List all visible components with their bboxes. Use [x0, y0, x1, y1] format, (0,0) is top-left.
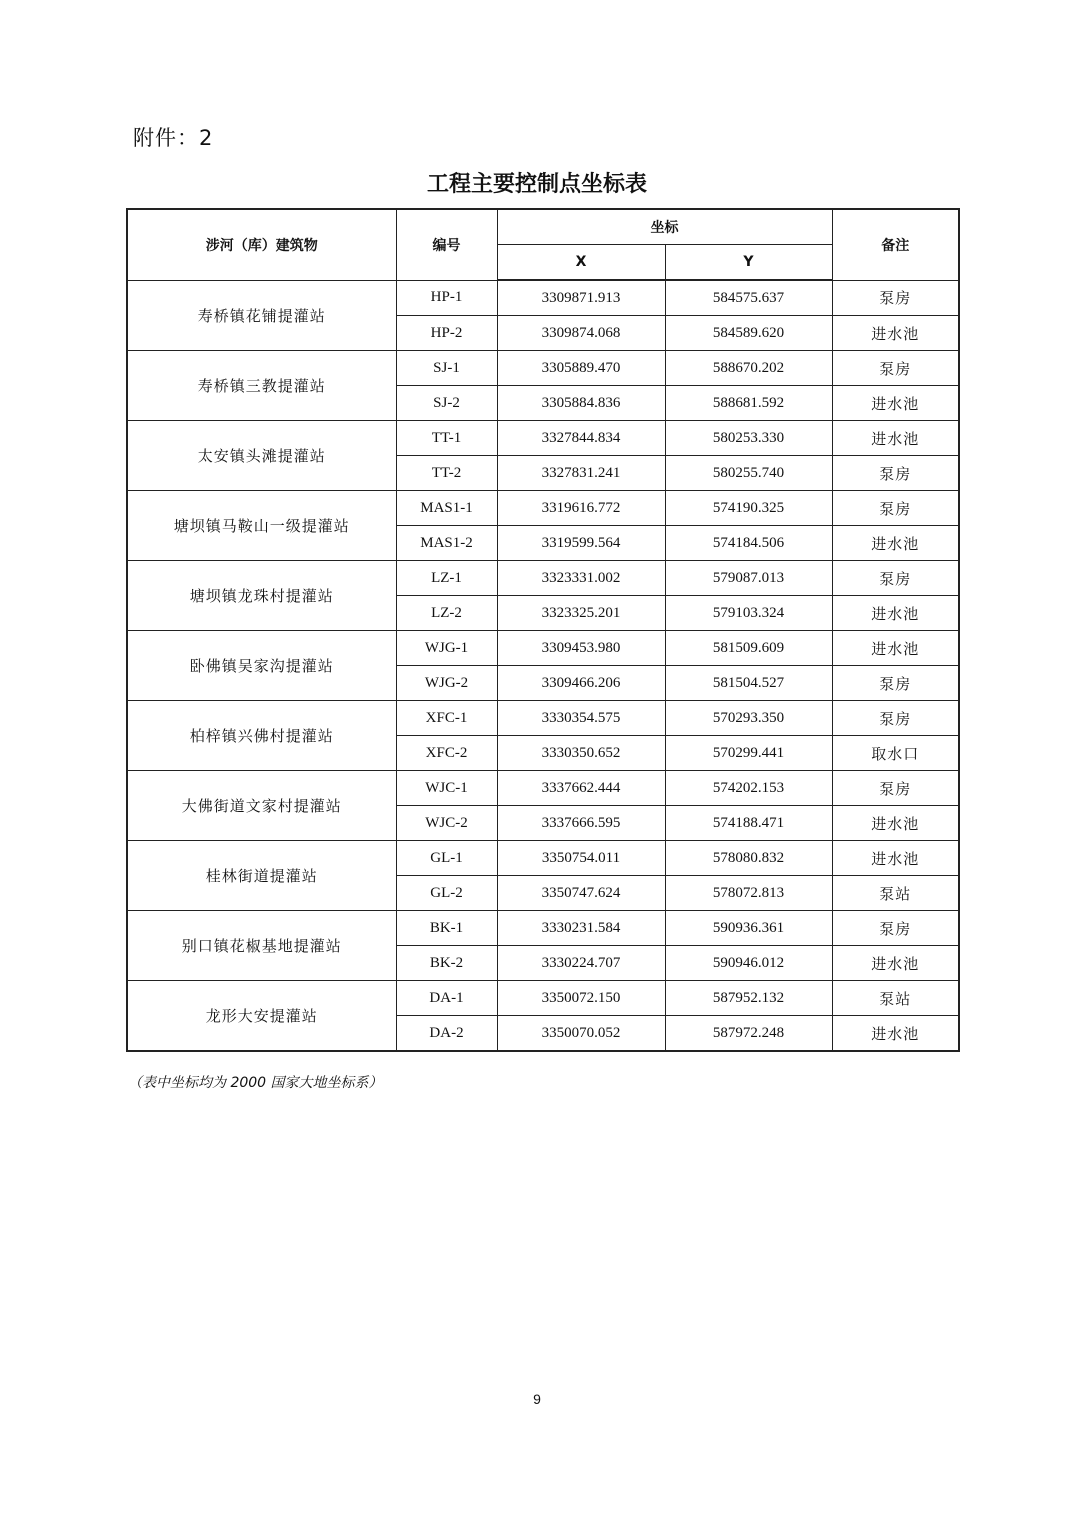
remark: 泵房 [832, 280, 959, 316]
point-code: DA-2 [396, 1016, 497, 1052]
coord-y: 574188.471 [665, 806, 832, 841]
coord-y: 579087.013 [665, 561, 832, 596]
point-code: MAS1-1 [396, 491, 497, 526]
coord-y: 584575.637 [665, 280, 832, 316]
point-code: BK-1 [396, 911, 497, 946]
coord-x: 3327844.834 [497, 421, 665, 456]
point-code: WJC-2 [396, 806, 497, 841]
header-remark: 备注 [832, 209, 959, 280]
station-name: 别口镇花椒基地提灌站 [127, 911, 396, 981]
station-name: 寿桥镇三教提灌站 [127, 351, 396, 421]
coord-y: 570293.350 [665, 701, 832, 736]
point-code: WJG-1 [396, 631, 497, 666]
table-row [127, 351, 959, 386]
table-header [127, 209, 959, 280]
coord-x: 3327831.241 [497, 456, 665, 491]
coord-y: 579103.324 [665, 596, 832, 631]
coord-x: 3330354.575 [497, 701, 665, 736]
header-y: Y [665, 245, 832, 281]
coord-x: 3350070.052 [497, 1016, 665, 1052]
remark: 泵房 [832, 771, 959, 806]
coord-y: 588681.592 [665, 386, 832, 421]
header-code: 编号 [396, 209, 497, 280]
point-code: WJG-2 [396, 666, 497, 701]
coord-y: 574190.325 [665, 491, 832, 526]
point-code: TT-2 [396, 456, 497, 491]
page-number: 9 [533, 1391, 541, 1407]
coord-x: 3350754.011 [497, 841, 665, 876]
point-code: HP-2 [396, 316, 497, 351]
point-code: WJC-1 [396, 771, 497, 806]
remark: 泵房 [832, 561, 959, 596]
remark: 泵房 [832, 491, 959, 526]
point-code: GL-2 [396, 876, 497, 911]
coord-x: 3319616.772 [497, 491, 665, 526]
table-row [127, 701, 959, 736]
table-note: （表中坐标均为 2000 国家大地坐标系） [128, 1075, 383, 1091]
coord-y: 587972.248 [665, 1016, 832, 1052]
attachment-label: 附件：2 [133, 126, 214, 150]
remark: 进水池 [832, 421, 959, 456]
coord-y: 581504.527 [665, 666, 832, 701]
remark: 泵房 [832, 666, 959, 701]
coord-x: 3330231.584 [497, 911, 665, 946]
point-code: BK-2 [396, 946, 497, 981]
coord-y: 590946.012 [665, 946, 832, 981]
remark: 泵房 [832, 351, 959, 386]
remark: 泵站 [832, 981, 959, 1016]
point-code: TT-1 [396, 421, 497, 456]
coord-y: 587952.132 [665, 981, 832, 1016]
coord-y: 570299.441 [665, 736, 832, 771]
table-row [127, 771, 959, 806]
remark: 泵站 [832, 876, 959, 911]
remark: 进水池 [832, 806, 959, 841]
table-body [127, 280, 959, 1051]
point-code: HP-1 [396, 280, 497, 316]
coord-y: 581509.609 [665, 631, 832, 666]
remark: 进水池 [832, 386, 959, 421]
table-row [127, 561, 959, 596]
point-code: LZ-2 [396, 596, 497, 631]
coord-x: 3309874.068 [497, 316, 665, 351]
station-name: 太安镇头滩提灌站 [127, 421, 396, 491]
remark: 泵房 [832, 911, 959, 946]
table-row [127, 981, 959, 1016]
station-name: 桂林街道提灌站 [127, 841, 396, 911]
coord-x: 3319599.564 [497, 526, 665, 561]
coordinate-table [126, 208, 960, 1052]
coord-x: 3330224.707 [497, 946, 665, 981]
coord-y: 590936.361 [665, 911, 832, 946]
remark: 进水池 [832, 631, 959, 666]
station-name: 寿桥镇花铺提灌站 [127, 280, 396, 351]
table-row [127, 491, 959, 526]
header-structure: 涉河（库）建筑物 [127, 209, 396, 280]
coord-x: 3337666.595 [497, 806, 665, 841]
coord-x: 3309871.913 [497, 280, 665, 316]
point-code: GL-1 [396, 841, 497, 876]
point-code: MAS1-2 [396, 526, 497, 561]
point-code: XFC-1 [396, 701, 497, 736]
remark: 进水池 [832, 316, 959, 351]
remark: 进水池 [832, 526, 959, 561]
coord-y: 584589.620 [665, 316, 832, 351]
table-row [127, 421, 959, 456]
coord-y: 588670.202 [665, 351, 832, 386]
coord-x: 3323325.201 [497, 596, 665, 631]
coord-x: 3305889.470 [497, 351, 665, 386]
coord-x: 3337662.444 [497, 771, 665, 806]
point-code: LZ-1 [396, 561, 497, 596]
remark: 进水池 [832, 946, 959, 981]
coord-y: 574184.506 [665, 526, 832, 561]
coord-x: 3309453.980 [497, 631, 665, 666]
remark: 取水口 [832, 736, 959, 771]
table-row [127, 280, 959, 316]
coord-y: 580253.330 [665, 421, 832, 456]
station-name: 柏梓镇兴佛村提灌站 [127, 701, 396, 771]
station-name: 大佛街道文家村提灌站 [127, 771, 396, 841]
point-code: SJ-2 [396, 386, 497, 421]
point-code: SJ-1 [396, 351, 497, 386]
coord-x: 3330350.652 [497, 736, 665, 771]
coord-y: 574202.153 [665, 771, 832, 806]
table-row [127, 631, 959, 666]
coord-x: 3350747.624 [497, 876, 665, 911]
remark: 泵房 [832, 701, 959, 736]
point-code: DA-1 [396, 981, 497, 1016]
header-coordinate: 坐标 [497, 209, 832, 245]
station-name: 塘坝镇龙珠村提灌站 [127, 561, 396, 631]
remark: 进水池 [832, 841, 959, 876]
station-name: 卧佛镇吴家沟提灌站 [127, 631, 396, 701]
point-code: XFC-2 [396, 736, 497, 771]
station-name: 龙形大安提灌站 [127, 981, 396, 1052]
remark: 进水池 [832, 1016, 959, 1052]
coord-y: 580255.740 [665, 456, 832, 491]
page-title: 工程主要控制点坐标表 [426, 172, 647, 197]
coord-x: 3309466.206 [497, 666, 665, 701]
remark: 泵房 [832, 456, 959, 491]
remark: 进水池 [832, 596, 959, 631]
coord-x: 3350072.150 [497, 981, 665, 1016]
coord-x: 3323331.002 [497, 561, 665, 596]
coord-x: 3305884.836 [497, 386, 665, 421]
table-row [127, 911, 959, 946]
header-x: X [497, 245, 665, 281]
station-name: 塘坝镇马鞍山一级提灌站 [127, 491, 396, 561]
coord-y: 578072.813 [665, 876, 832, 911]
table-row [127, 841, 959, 876]
coord-y: 578080.832 [665, 841, 832, 876]
